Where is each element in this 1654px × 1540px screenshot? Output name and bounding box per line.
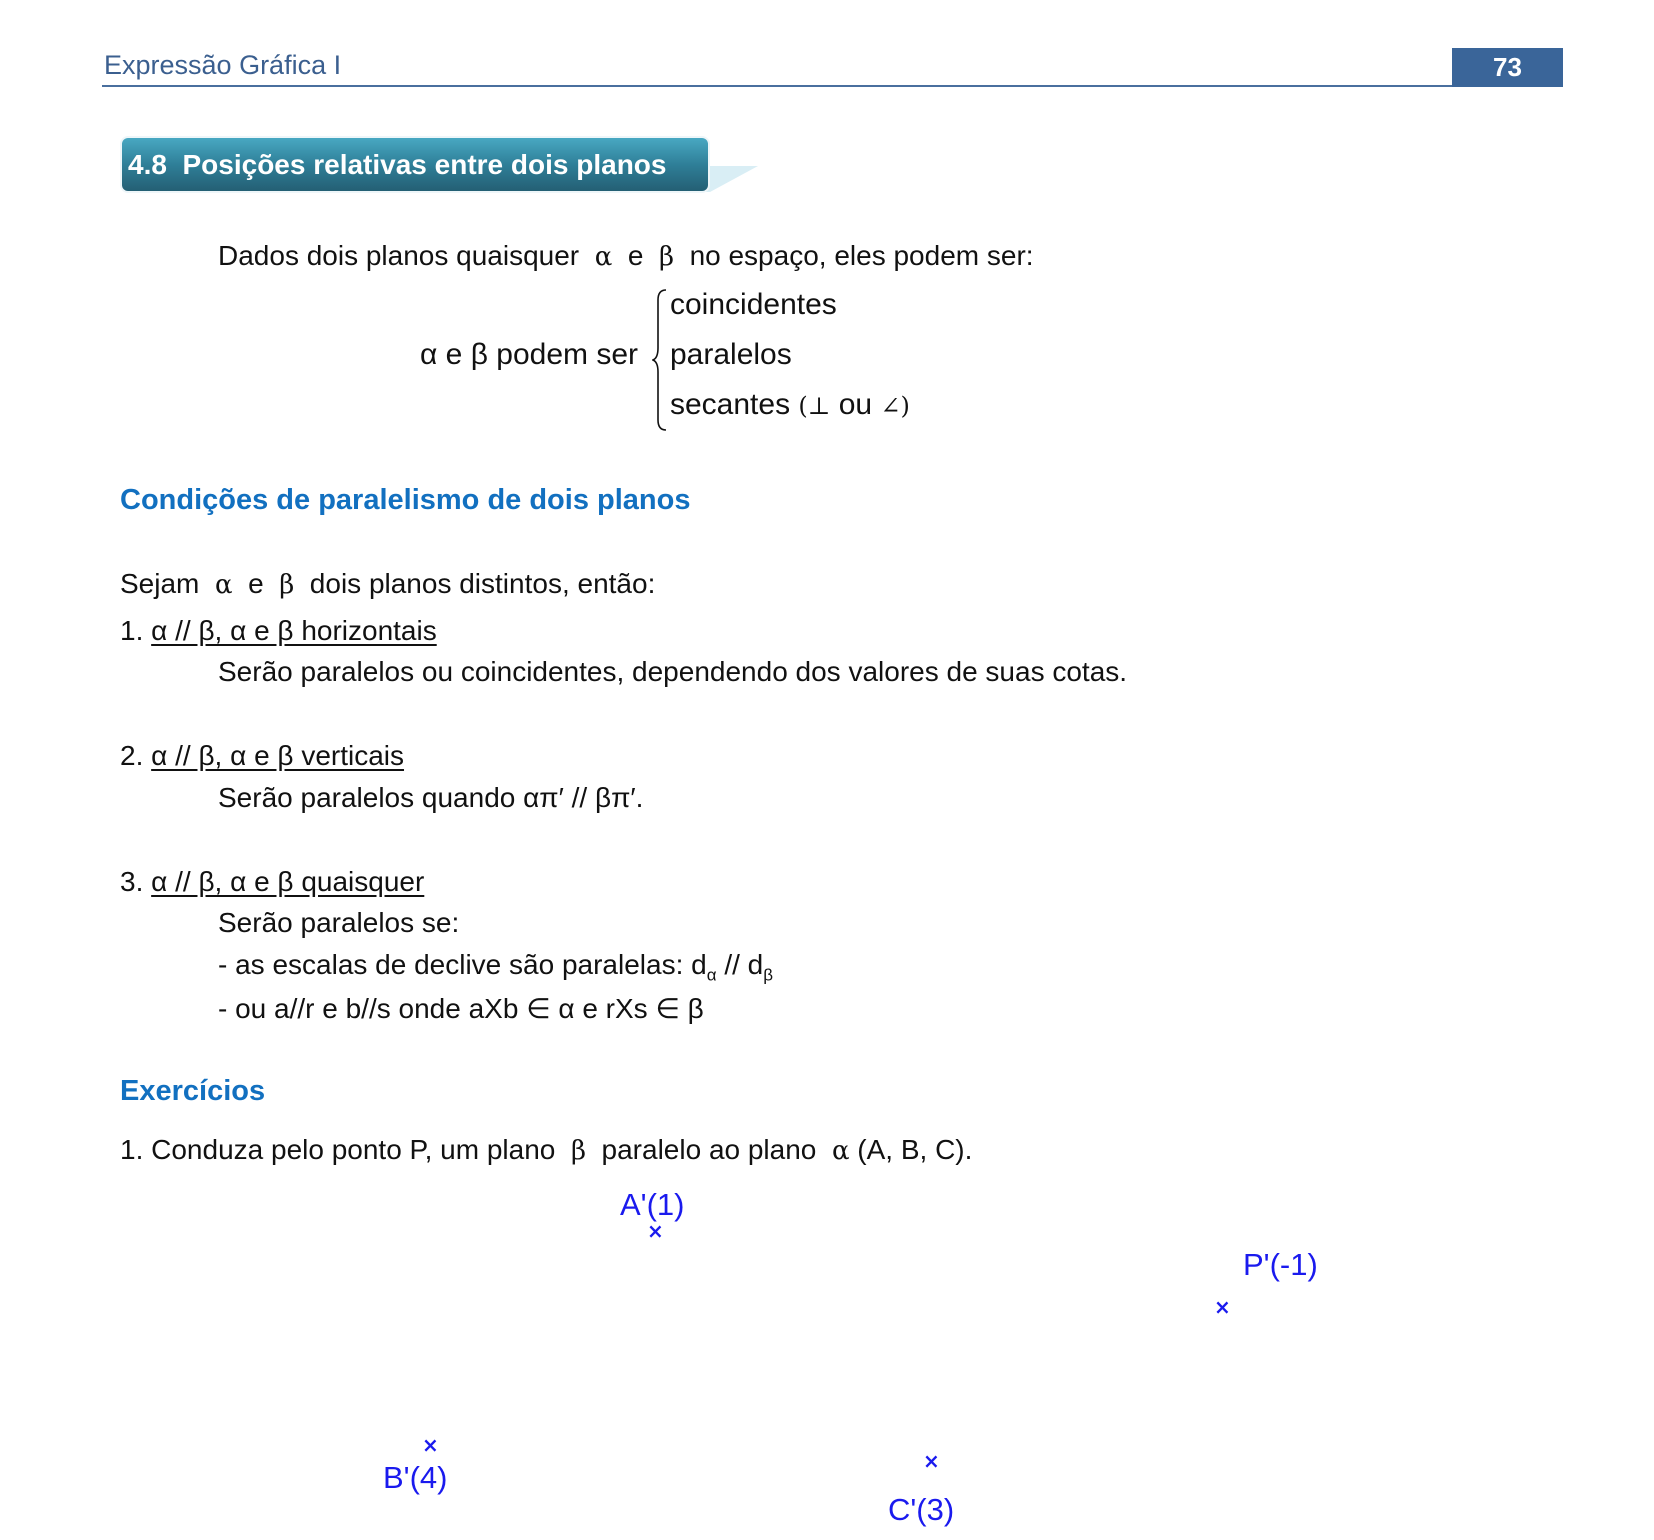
- exercise-item-1: [120, 1134, 972, 1166]
- lead-suffix: dois planos distintos, então:: [309, 568, 656, 599]
- page-number-badge: 73: [1452, 48, 1563, 87]
- point-c-label: C'(3): [888, 1492, 955, 1527]
- item-number: 2.: [120, 740, 144, 771]
- cases-lead: α e β podem ser: [420, 338, 639, 371]
- alpha-subscript: α: [706, 965, 717, 985]
- point-c-marker: ×: [923, 1449, 940, 1473]
- condition-item-2-text: Serão paralelos quando απ′ // βπ′.: [218, 782, 644, 813]
- ou-text: ou: [838, 388, 873, 421]
- beta-symbol: β: [658, 242, 674, 272]
- bullet-text: - as escalas de declive são paralelas: d: [218, 949, 707, 980]
- point-p-marker: ×: [1214, 1295, 1231, 1319]
- bullet-mid: // d: [716, 949, 764, 980]
- beta-symbol: β: [279, 570, 295, 600]
- angle-icon: ∠: [880, 392, 901, 420]
- point-b-marker: ×: [422, 1433, 439, 1457]
- condition-item-3-bullet-1: [218, 949, 773, 986]
- close-paren: ): [900, 392, 910, 420]
- exercises-heading: Exercícios: [120, 1075, 266, 1107]
- item-title: α // β, α e β quaisquer: [151, 866, 425, 897]
- case-secantes-label: secantes: [670, 388, 791, 421]
- section-banner: [122, 138, 708, 191]
- beta-subscript: β: [763, 965, 774, 985]
- alpha-symbol: α: [214, 570, 233, 600]
- beta-symbol: β: [570, 1136, 586, 1166]
- item-title: α // β, α e β verticais: [151, 740, 405, 771]
- point-a-marker: ×: [647, 1219, 664, 1243]
- condition-item-3-title: [120, 866, 424, 898]
- lead-conjunction: e: [248, 568, 264, 599]
- condition-item-3-text: Serão paralelos se:: [218, 907, 460, 938]
- condition-item-1-text: Serão paralelos ou coincidentes, dependendo dos valores de suas cotas.: [218, 656, 1128, 687]
- point-b-label: B'(4): [383, 1460, 448, 1495]
- conditions-heading: Condições de paralelismo de dois planos: [120, 484, 691, 516]
- open-paren: (: [798, 392, 808, 420]
- intro-text-before: Dados dois planos quaisquer: [218, 240, 580, 271]
- alpha-symbol: α: [831, 1136, 850, 1166]
- alpha-symbol: α: [594, 242, 613, 272]
- intro-text-after: no espaço, eles podem ser:: [689, 240, 1034, 271]
- exercise-text-after: (A, B, C).: [857, 1134, 973, 1165]
- lead-prefix: Sejam: [120, 568, 200, 599]
- section-title: Posições relativas entre dois planos: [182, 149, 667, 180]
- point-a-label: A'(1): [620, 1187, 685, 1222]
- item-title: α // β, α e β horizontais: [151, 615, 437, 646]
- exercise-text-middle: paralelo ao plano: [601, 1134, 817, 1165]
- exercise-text-before: 1. Conduza pelo ponto P, um plano: [120, 1134, 556, 1165]
- section-number: 4.8: [128, 149, 167, 180]
- header-divider: [102, 85, 1563, 87]
- intro-conjunction: e: [627, 240, 644, 271]
- case-paralelos: paralelos: [670, 338, 792, 371]
- condition-item-2-title: [120, 740, 404, 772]
- case-coincidentes: coincidentes: [670, 288, 837, 321]
- perpendicular-icon: ⊥: [807, 392, 831, 420]
- document-header-title: Expressão Gráfica I: [104, 50, 342, 80]
- case-secantes: [670, 388, 910, 422]
- condition-item-1-title: [120, 615, 437, 647]
- intro-paragraph: [218, 240, 1034, 272]
- item-number: 3.: [120, 866, 144, 897]
- conditions-lead: [120, 568, 655, 600]
- left-brace-icon: [652, 288, 670, 432]
- item-number: 1.: [120, 615, 144, 646]
- condition-item-3-bullet-2: - ou a//r e b//s onde aXb ∈ α e rXs ∈ β: [218, 993, 704, 1024]
- point-p-label: P'(-1): [1243, 1247, 1318, 1282]
